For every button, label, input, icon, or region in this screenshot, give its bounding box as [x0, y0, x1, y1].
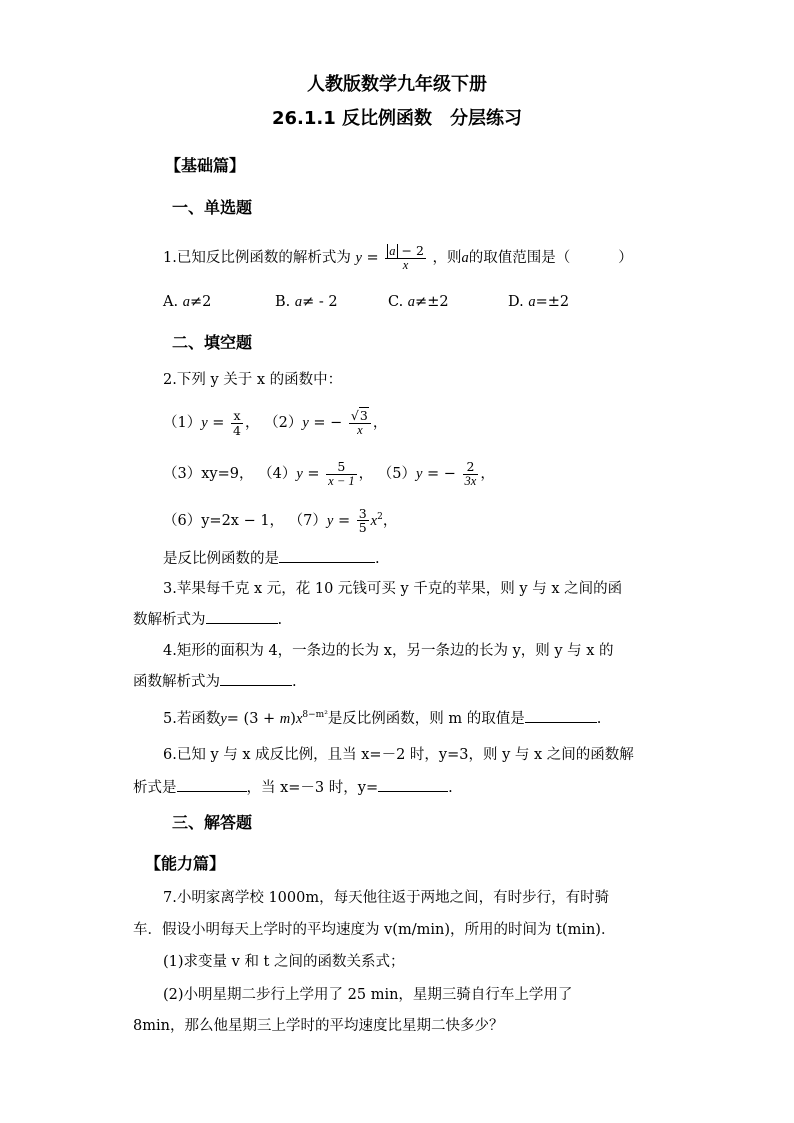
q1-var-a: a: [461, 250, 469, 266]
q1-stem-c: 的取值范围是（: [468, 250, 571, 266]
q6-answer-blank-1[interactable]: [177, 777, 247, 792]
q7-sub-2-line-2: 8min，那么他星期三上学时的平均速度比星期二快多少？: [133, 1018, 504, 1034]
q2-stem: 2.下列 y 关于 x 的函数中：: [163, 372, 343, 388]
q1-option-b-text: ≠ - 2: [302, 294, 338, 310]
q4-prompt: 函数解析式为: [133, 674, 220, 690]
q5-exponent: 8−m²: [302, 710, 328, 721]
q2-item-7-label: （7）: [288, 512, 327, 529]
q2-item-5-denominator: 3x: [464, 473, 477, 488]
q3-end: .: [277, 612, 283, 628]
q1-option-c[interactable]: [388, 294, 449, 311]
q1-option-b-label: B.: [275, 294, 291, 310]
page-title: 人教版数学九年级下册: [307, 74, 487, 95]
q1-option-d-text: =±2: [535, 294, 570, 310]
q5-m: m: [279, 711, 291, 727]
q5-paren: ): [290, 711, 296, 727]
q1-option-d[interactable]: [508, 294, 569, 311]
q6-prompt-a: 析式是: [133, 780, 177, 796]
q2-item-4-label: （4）: [258, 466, 297, 482]
question-1: [163, 240, 633, 276]
q1-stem-a: 1.已知反比例函数的解析式为: [163, 250, 351, 266]
section-single-choice: 一、单选题: [172, 198, 253, 217]
q6-answer-blank-2[interactable]: [378, 777, 448, 792]
q1-fraction-numerator: [385, 244, 426, 259]
q2-answer-blank[interactable]: [279, 548, 375, 563]
q2-item-2-fraction: [349, 409, 371, 436]
q2-item-4-y: y: [296, 466, 303, 482]
q2-item-7-exponent: 2: [377, 512, 383, 522]
q2-row-2: [163, 456, 495, 492]
q2-item-4-eq: =: [307, 466, 320, 482]
q6-line-1: 6.已知 y 与 x 成反比例，且当 x=－2 时，y=3，则 y 与 x 之间的函数解: [163, 747, 634, 763]
q2-item-1-fraction: [231, 409, 243, 436]
q5-prompt-a: 5.若函数: [163, 711, 221, 727]
q2-item-1-eq: =: [212, 415, 225, 431]
q5-eq: = (3 +: [226, 711, 280, 727]
q2-item-2-sep: ，: [372, 415, 388, 431]
q2-item-5-eq: = −: [427, 466, 456, 482]
q5-end: .: [596, 711, 602, 727]
q5-y: y: [220, 711, 227, 727]
q3-line-1: 3.苹果每千克 x 元，花 10 元钱可买 y 千克的苹果，则 y 与 x 之间的函: [163, 581, 623, 597]
q1-option-a[interactable]: [163, 294, 211, 311]
q7-line-1: 7.小明家离学校 1000m，每天他往返于两地之间，有时步行，有时骑: [163, 890, 610, 906]
q2-item-7-sep: ，: [382, 512, 398, 529]
q1-num-rest: − 2: [401, 242, 424, 258]
q2-answer-prompt: 是反比例函数的是: [163, 551, 279, 567]
q7-sub-2-line-1: (2)小明星期二步行上学用了 25 min，星期三骑自行车上学用了: [163, 987, 573, 1003]
section-ability: 【能力篇】: [145, 854, 226, 873]
q2-item-1-label: （1）: [163, 415, 202, 431]
q2-item-7-eq: =: [337, 512, 351, 529]
q2-item-4-fraction: [326, 460, 356, 487]
q2-item-1-y: y: [201, 415, 208, 431]
q1-option-b-var: a: [294, 294, 303, 310]
q1-abs-a: a: [389, 243, 396, 258]
q1-eq-sign: =: [366, 250, 379, 266]
q2-item-4-denominator: x − 1: [328, 473, 355, 488]
q2-item-1-numerator: x: [231, 409, 243, 423]
q1-stem-b: ，则: [432, 250, 462, 266]
q1-option-a-var: a: [182, 294, 190, 310]
q2-item-1-sep: ，: [245, 415, 260, 431]
q2-answer-end: .: [375, 551, 380, 567]
q2-item-2-eq: = −: [313, 415, 343, 431]
q2-item-2-label: （2）: [264, 415, 303, 431]
q2-item-7-x: x: [370, 512, 378, 529]
q2-answer-line: [163, 547, 380, 568]
q1-eq-y: y: [355, 250, 362, 266]
q4-end: .: [292, 674, 297, 690]
q2-item-2-radicand: 3: [359, 408, 368, 424]
q2-item-5-numerator: 2: [463, 460, 479, 474]
q4-line-1: 4.矩形的面积为 4，一条边的长为 x，另一条边的长为 y，则 y 与 x 的: [163, 643, 614, 659]
q2-item-5-y: y: [415, 466, 423, 482]
q2-item-7-y: y: [326, 512, 334, 529]
q2-row-3: [163, 499, 397, 539]
q7-sub-1: (1)求变量 v 和 t 之间的函数关系式；: [163, 954, 405, 970]
q1-option-a-text: ≠2: [189, 294, 212, 310]
q3-prompt: 数解析式为: [133, 612, 206, 628]
q2-item-3: （3）xy=9，: [163, 466, 254, 482]
q1-option-c-var: a: [407, 294, 416, 310]
q5-x: x: [295, 711, 303, 727]
q4-line-2: [133, 670, 297, 691]
q2-item-7-denominator: 5: [358, 520, 367, 536]
q2-item-5-label: （5）: [377, 466, 416, 482]
q1-option-d-label: D.: [508, 294, 524, 310]
q2-item-4-sep: ，: [358, 466, 374, 482]
q6-end: .: [448, 780, 453, 796]
q6-prompt-b: ，当 x=－3 时，y=: [246, 780, 379, 796]
q1-option-d-var: a: [528, 294, 536, 310]
q6-line-2: [133, 776, 453, 797]
q1-option-c-label: C.: [388, 294, 404, 310]
section-answer: 三、解答题: [172, 813, 253, 832]
q2-item-7-fraction: [357, 507, 369, 534]
section-fill-in: 二、填空题: [172, 333, 253, 352]
sqrt-icon: √: [350, 408, 359, 424]
question-5: [163, 707, 601, 728]
q4-answer-blank[interactable]: [220, 671, 292, 686]
q1-option-b[interactable]: [275, 294, 338, 311]
q2-item-2-denominator: x: [357, 422, 363, 437]
q3-line-2: [133, 608, 282, 629]
q3-answer-blank[interactable]: [206, 609, 278, 624]
q1-option-a-label: A.: [163, 294, 179, 310]
q5-answer-blank[interactable]: [525, 708, 597, 723]
q2-item-5-fraction: [463, 460, 479, 487]
q2-item-1-denominator: 4: [233, 422, 241, 438]
q5-prompt-b: 是反比例函数，则 m 的取值是: [327, 711, 525, 727]
q1-fraction-denominator: x: [402, 258, 409, 272]
q2-item-2-y: y: [302, 415, 309, 431]
q2-item-5-sep: ，: [480, 466, 495, 482]
q2-item-6: （6）y=2x − 1，: [163, 512, 285, 529]
q2-row-1: [163, 405, 387, 441]
q2-item-7-numerator: 3: [358, 506, 367, 522]
section-basic: 【基础篇】: [165, 156, 246, 175]
page-subtitle: 26.1.1 反比例函数 分层练习: [271, 108, 523, 129]
q1-fraction: [385, 244, 426, 272]
q1-stem-d: ）: [618, 250, 633, 266]
q2-item-2-numerator: [349, 409, 371, 423]
q7-line-2: 车．假设小明每天上学时的平均速度为 v(m/min)，所用的时间为 t(min)．: [133, 922, 616, 938]
q2-item-4-numerator: 5: [326, 460, 356, 474]
q1-option-c-text: ≠±2: [415, 294, 449, 310]
